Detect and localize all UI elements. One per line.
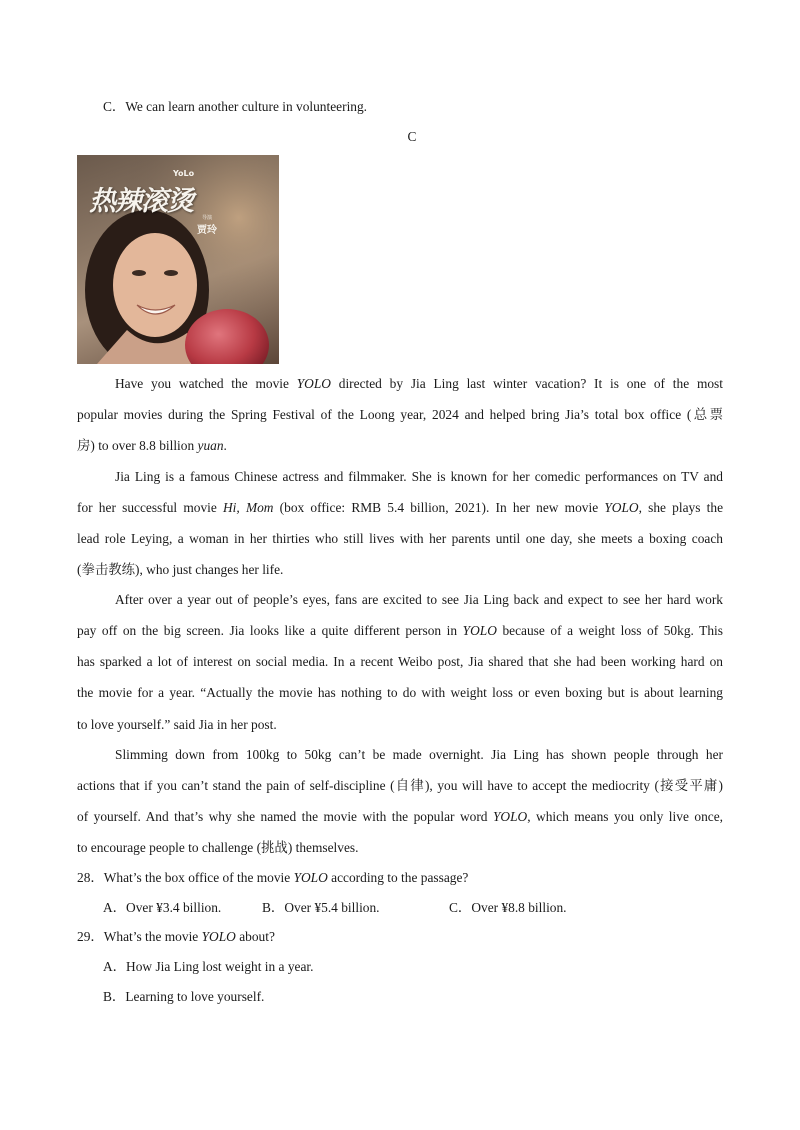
question-28-option-b[interactable]: B．Over ¥5.4 billion.	[262, 900, 380, 915]
poster-yolo-logo: YoLo	[173, 169, 195, 178]
paragraph-4-line-1: Slimming down from 100kg to 50kg can’t be made overnight. Jia Ling has shown people through her	[115, 747, 723, 762]
paragraph-2-line-2: for her successful movie Hi, Mom (box office: RMB 5.4 billion, 2021). In her new movie YOLO, she plays the	[77, 500, 724, 515]
paragraph-2-line-3: lead role Leying, a woman in her thirties who still lives with her parents until one day, she meets a boxing coach	[77, 531, 723, 546]
paragraph-4-line-3: of yourself. And that’s why she named the movie with the popular word YOLO, which means you only live once,	[77, 809, 723, 824]
option-c-volunteering: C．We can learn another culture in volunteering.	[103, 99, 368, 114]
section-letter: C	[407, 129, 417, 144]
paragraph-2-line-1: Jia Ling is a famous Chinese actress and filmmaker. She is known for her comedic performances on TV and	[115, 469, 723, 484]
paragraph-1-line-2: popular movies during the Spring Festival of the Loong year, 2024 and helped bring Jia’s total box office (总票	[77, 407, 723, 422]
question-29-option-b[interactable]: B．Learning to love yourself.	[103, 989, 265, 1004]
paragraph-3-line-2: pay off on the big screen. Jia looks like a quite different person in YOLO because of a weight loss of 50kg. This	[77, 623, 723, 638]
movie-poster-image	[77, 155, 279, 364]
paragraph-3-line-5: to love yourself.” said Jia in her post.	[77, 717, 277, 732]
question-28-option-a[interactable]: A．Over ¥3.4 billion.	[103, 900, 222, 915]
paragraph-3-line-3: has sparked a lot of interest on social media. In a recent Weibo post, Jia shared that she had been working hard on	[77, 654, 723, 669]
paragraph-4-line-4: to encourage people to challenge (挑战) themselves.	[77, 840, 359, 855]
poster-title-calligraphy: 热辣滚烫	[89, 186, 193, 217]
paragraph-3-line-4: the movie for a year. “Actually the movie has nothing to do with weight loss or even boxing but is about learning	[77, 685, 723, 700]
question-29-stem: 29．What’s the movie YOLO about?	[77, 929, 275, 944]
question-29-option-a[interactable]: A．How Jia Ling lost weight in a year.	[103, 959, 314, 974]
paragraph-4-line-2: actions that if you can’t stand the pain of self-discipline (自律), you will have to accept the mediocrity (接受平庸)	[77, 778, 723, 793]
question-28-option-c[interactable]: C．Over ¥8.8 billion.	[449, 900, 567, 915]
paragraph-1-line-3: 房) to over 8.8 billion yuan.	[77, 438, 227, 453]
question-28-stem: 28．What’s the box office of the movie YOLO according to the passage?	[77, 870, 469, 885]
paragraph-1-line-1: Have you watched the movie YOLO directed by Jia Ling last winter vacation? It is one of the most	[115, 376, 723, 391]
paragraph-3-line-1: After over a year out of people’s eyes, fans are excited to see Jia Ling back and expect to see her hard work	[115, 592, 723, 607]
poster-director-label: 导演	[202, 215, 213, 221]
poster-director-name: 贾玲	[197, 225, 217, 236]
paragraph-2-line-4: (拳击教练), who just changes her life.	[77, 562, 284, 577]
